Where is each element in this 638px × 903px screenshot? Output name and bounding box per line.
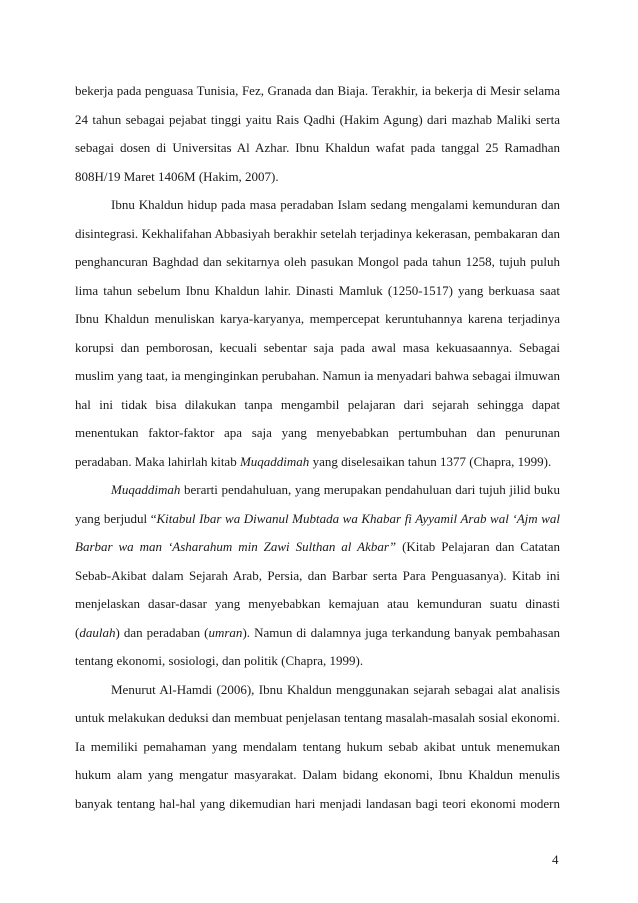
text-line (75, 248, 560, 277)
italic-text: Muqaddimah (239, 453, 310, 469)
text-line (75, 533, 560, 562)
text-line (75, 277, 560, 306)
text-segment: Ia memiliki pemahaman yang mendalam tentang hukum sebab akibat untuk menemukan (75, 738, 560, 754)
text-segment: lima tahun sebelum Ibnu Khaldun lahir. Dinasti Mamluk (1250-1517) yang berkuasa saat (75, 282, 560, 298)
body-text (75, 77, 560, 818)
text-segment: Menurut Al-Hamdi (2006), Ibnu Khaldun menggunakan sejarah sebagai alat analisis (111, 681, 560, 697)
text-segment: yang berjudul “ (75, 510, 157, 526)
text-line (75, 362, 560, 391)
text-segment: 808H/19 Maret 1406M (Hakim, 2007). (75, 168, 279, 184)
text-line (75, 163, 560, 192)
italic-text: Muqaddimah (111, 482, 181, 497)
italic-text: umran (208, 624, 243, 640)
text-line (75, 419, 560, 448)
text-line (75, 191, 560, 220)
text-segment: penghancuran Baghdad dan sekitarnya oleh pasukan Mongol pada tahun 1258, tujuh puluh (75, 254, 560, 269)
text-segment: ) dan peradaban ( (115, 624, 209, 640)
text-segment: 24 tahun sebagai pejabat tinggi yaitu Rais Qadhi (Hakim Agung) dari mazhab Maliki serta (75, 111, 560, 127)
text-segment: Sebab-Akibat dalam Sejarah Arab, Persia, dan Barbar serta Para Penguasanya). Kitab ini (75, 567, 560, 583)
italic-text: daulah (79, 624, 116, 640)
page-number: 4 (552, 852, 559, 867)
text-segment: sebagai dosen di Universitas Al Azhar. Ibnu Khaldun wafat pada tanggal 25 Ramadhan (75, 140, 560, 155)
text-line (75, 761, 560, 790)
text-line (75, 305, 560, 334)
text-segment: menjelaskan dasar-dasar yang menyebabkan kemajuan atau kemunduran suatu dinasti (75, 596, 560, 611)
italic-text: Barbar wa man ‘Asharahum min Zawi Sulthan al Akbar” (75, 539, 397, 554)
text-line (75, 505, 560, 534)
text-segment: hal ini tidak bisa dilakukan tanpa mengambil pelajaran dari sejarah sehingga dapat (75, 396, 560, 412)
text-segment: banyak tentang hal-hal yang dikemudian hari menjadi landasan bagi teori ekonomi modern (75, 795, 560, 811)
text-segment: untuk melakukan deduksi dan membuat penjelasan tentang masalah-masalah sosial ekonomi. (75, 710, 560, 725)
text-line (75, 704, 560, 733)
text-line (75, 590, 560, 619)
text-segment: muslim yang taat, ia menginginkan perubahan. Namun ia menyadari bahwa sebagai ilmuwan (75, 368, 560, 383)
text-segment: disintegrasi. Kekhalifahan Abbasiyah berakhir setelah terjadinya kekerasan, pembakaran dan (75, 225, 560, 241)
text-line (75, 334, 560, 363)
text-line (75, 733, 560, 762)
text-line (75, 77, 560, 106)
text-segment: hukum alam yang mengatur masyarakat. Dalam bidang ekonomi, Ibnu Khaldun menulis (75, 767, 560, 782)
text-segment: peradaban. Maka lahirlah kitab (75, 453, 240, 469)
text-line (75, 448, 560, 477)
text-segment: ). Namun di dalamnya juga terkandung banyak pembahasan (242, 624, 560, 640)
text-segment: bekerja pada penguasa Tunisia, Fez, Granada dan Biaja. Terakhir, ia bekerja di Mesir selama (75, 83, 560, 98)
italic-text: Kitabul Ibar wa Diwanul Mubtada wa Khabar fi Ayyamil Arab wal ‘Ajm wal (156, 510, 561, 526)
text-line (75, 619, 560, 648)
text-segment: yang diselesaikan tahun 1377 (Chapra, 1999). (309, 453, 552, 469)
text-line (75, 476, 560, 505)
text-line (75, 647, 560, 676)
text-segment: Ibnu Khaldun hidup pada masa peradaban Islam sedang mengalami kemunduran dan (111, 197, 560, 212)
text-line (75, 134, 560, 163)
text-line (75, 391, 560, 420)
text-line (75, 676, 560, 705)
text-segment: korupsi dan pemborosan, kecuali sebentar saja pada awal masa kekuasaannya. Sebagai (75, 339, 560, 355)
text-segment: ( (75, 624, 80, 640)
text-segment: tentang ekonomi, sosiologi, dan politik (Chapra, 1999). (75, 653, 364, 668)
text-line (75, 790, 560, 819)
text-segment: menentukan faktor-faktor apa saja yang menyebabkan pertumbuhan dan penurunan (75, 425, 560, 440)
text-segment: berarti pendahuluan, yang merupakan pendahuluan dari tujuh jilid buku (180, 482, 560, 497)
text-segment: (Kitab Pelajaran dan Catatan (396, 539, 560, 554)
text-line (75, 220, 560, 249)
text-line (75, 562, 560, 591)
text-segment: Ibnu Khaldun menuliskan karya-karyanya, mempercepat keruntuhannya karena terjadinya (75, 311, 560, 326)
text-line (75, 106, 560, 135)
